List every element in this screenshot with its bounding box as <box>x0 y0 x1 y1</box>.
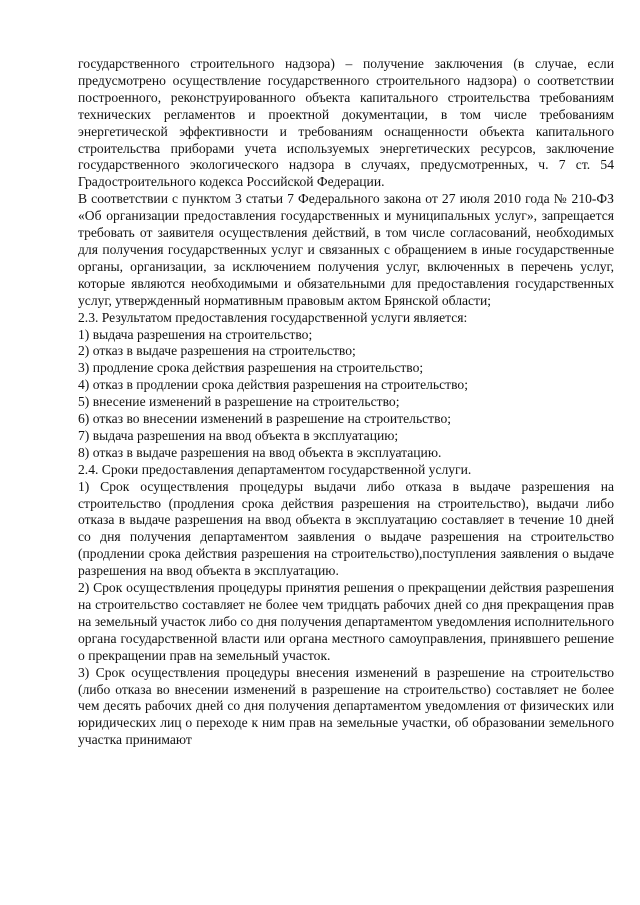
deadline-paragraph-2: 2) Срок осуществления процедуры принятия решения о прекращении действия разрешения на строительство составляет не более чем тридцать рабочих дней со дня прекращения прав на земельный участок либо со дня получения департаментом уведомления исполнительного органа государственной власти или органа местного самоуправления, принявшего решение о прекращении прав на земельный участок. <box>78 580 614 663</box>
result-item-2: 2) отказ в выдаче разрешения на строительство; <box>78 343 356 359</box>
result-item-1: 1) выдача разрешения на строительство; <box>78 326 313 342</box>
section-2-3-heading: 2.3. Результатом предоставления государственной услуги является: <box>78 309 468 325</box>
deadline-paragraph-3: 3) Срок осуществления процедуры внесения изменений в разрешение на строительство (либо отказа во внесении изменений в разрешение на строительство) составляет не более чем десять рабочих дней со дня получения департаментом уведомления от физических или юридических лиц о переходе к ним прав на земельные участки, об образовании земельного участка принимают <box>78 664 614 748</box>
document-page <box>78 56 614 749</box>
result-item-8: 8) отказ в выдаче разрешения на ввод объекта в эксплуатацию. <box>78 444 442 460</box>
result-item-6: 6) отказ во внесении изменений в разрешение на строительство; <box>78 411 452 427</box>
deadline-paragraph-1: 1) Срок осуществления процедуры выдачи либо отказа в выдаче разрешения на строительство (продления срока действия разрешения на строительство), выдачи либо отказа в выдаче разрешения на ввод объекта в эксплуатацию составляет в течение 10 дней со дня получения департаментом заявления о выдаче разрешения на строительство (продлении срока действия разрешения на строительство),поступления заявления о выдаче разрешения на ввод объекта в эксплуатацию. <box>78 478 614 579</box>
result-item-3: 3) продление срока действия разрешения на строительство; <box>78 360 424 376</box>
paragraph-conclusion-requirements: государственного строительного надзора) – получение заключения (в случае, если предусмотрено осуществление государственного строительного надзора) о соответствии построенного, реконструированного объекта капитального строительства требованиям технических регламентов и проектной документации, в том числе требованиям энергетической эффективности и требованиям оснащенности объекта капитального строительства приборами учета используемых энергетических ресурсов, заключение государственного экологического надзора в случаях, предусмотренных, ч. 7 ст. 54 Градостроительного кодекса Российской Федерации. <box>78 56 614 190</box>
result-item-5: 5) внесение изменений в разрешение на строительство; <box>78 394 400 410</box>
paragraph-federal-law-reference: В соответствии с пунктом 3 статьи 7 Федерального закона от 27 июля 2010 года № 210-ФЗ «Об организации предоставления государственных и муниципальных услуг», запрещается требовать от заявителя осуществления действий, в том числе согласований, необходимых для получения государственных услуг и связанных с обращением в иные государственные органы, организации, за исключением получения услуг, включенных в перечень услуг, которые являются необходимыми и обязательными для предоставления государственных услуг, утвержденный нормативным правовым актом Брянской области; <box>78 191 614 308</box>
section-2-4-heading: 2.4. Сроки предоставления департаментом государственной услуги. <box>78 461 472 477</box>
result-item-4: 4) отказ в продлении срока действия разрешения на строительство; <box>78 377 469 393</box>
result-item-7: 7) выдача разрешения на ввод объекта в эксплуатацию; <box>78 427 399 443</box>
